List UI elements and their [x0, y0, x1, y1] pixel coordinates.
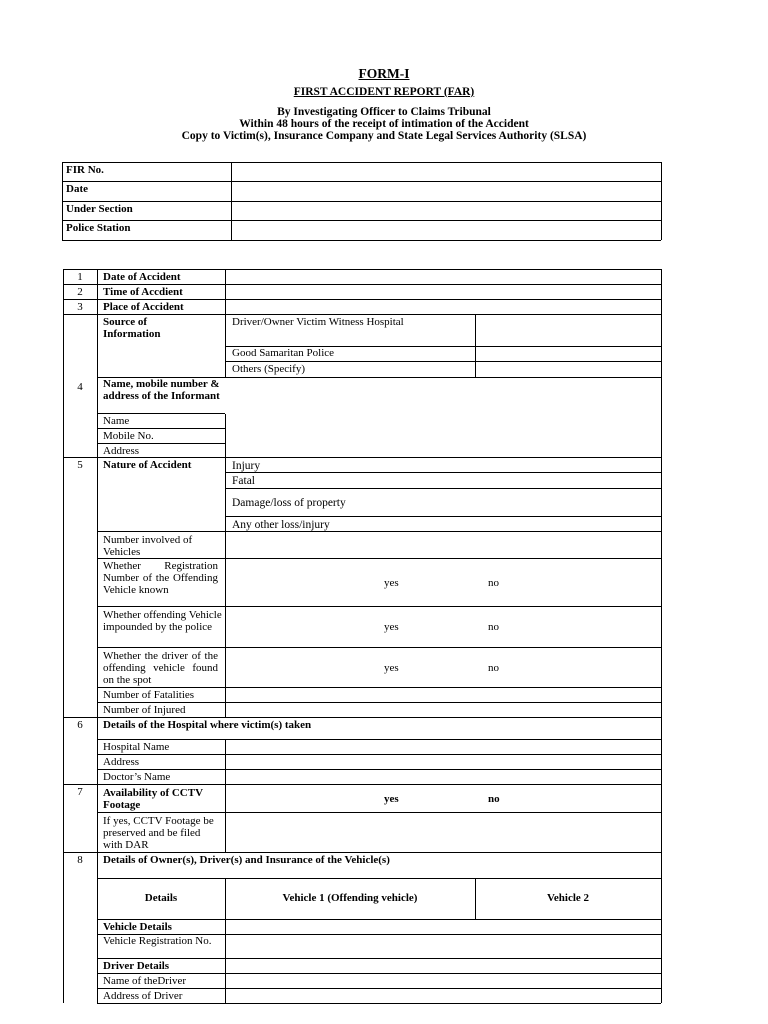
num-vehicles-label: Number involved of Vehicles [103, 534, 193, 558]
reg-known-label: Whether Registration Number of the Offending Vehicle known [103, 560, 218, 596]
hospital-name-field[interactable] [227, 741, 659, 753]
row-number: 6 [77, 719, 83, 731]
injured-field[interactable] [227, 704, 659, 716]
date-field[interactable] [233, 183, 659, 200]
form-instruction-3: Copy to Victim(s), Insurance Company and State Legal Services Authority (SLSA) [181, 130, 587, 142]
informant-name-label: Name [103, 415, 130, 427]
row-number: 7 [77, 786, 83, 798]
doctor-name-label: Doctor’s Name [103, 771, 171, 783]
fatalities-field[interactable] [227, 689, 659, 701]
source-options-3: Others (Specify) [232, 363, 306, 375]
driver-name-field[interactable] [227, 975, 659, 987]
time-of-accident-field[interactable] [227, 286, 659, 298]
fir-no-label: FIR No. [66, 164, 104, 176]
driver-found-no[interactable]: no [488, 662, 499, 674]
row-number: 1 [77, 271, 83, 283]
hospital-address-label: Address [103, 756, 140, 768]
date-label: Date [66, 183, 88, 195]
cctv-yes[interactable]: yes [384, 793, 399, 805]
row-number: 4 [77, 381, 83, 393]
num-vehicles-field[interactable] [227, 533, 659, 557]
cctv-no[interactable]: no [488, 793, 500, 805]
driver-address-field[interactable] [227, 990, 659, 1002]
date-of-accident-label: Date of Accident [103, 271, 181, 283]
fatal-option: Fatal [232, 475, 255, 487]
informant-address-label: Address [103, 445, 140, 457]
vehicle2-header: Vehicle 2 [546, 892, 590, 904]
place-of-accident-field[interactable] [227, 301, 659, 313]
form-title: FORM-I [358, 66, 410, 81]
fatalities-label: Number of Fatalities [103, 689, 195, 701]
under-section-label: Under Section [66, 203, 133, 215]
informant-details-field[interactable] [227, 379, 659, 456]
vehicle-details-label: Vehicle Details [103, 921, 172, 933]
form-instruction-1: By Investigating Officer to Claims Tribunal [277, 106, 491, 118]
injured-label: Number of Injured [103, 704, 186, 716]
date-of-accident-field[interactable] [227, 271, 659, 283]
hospital-details-label: Details of the Hospital where victim(s) taken [103, 719, 312, 731]
source-options-2: Good Samaritan Police [232, 347, 335, 359]
driver-name-label: Name of theDriver [103, 975, 187, 987]
driver-found-yes[interactable]: yes [384, 662, 399, 674]
details-header: Details [144, 892, 178, 904]
damage-option: Damage/loss of property [232, 497, 346, 509]
hospital-name-label: Hospital Name [103, 741, 170, 753]
other-loss-option: Any other loss/injury [232, 519, 330, 531]
vehicle-reg-no-label: Vehicle Registration No. [103, 935, 212, 947]
cctv-preserved-field[interactable] [227, 814, 659, 851]
source-of-information-label: Source of Information [103, 316, 161, 340]
reg-known-no[interactable]: no [488, 577, 499, 589]
doctor-name-field[interactable] [227, 771, 659, 783]
source-options-1: Driver/Owner Victim Witness Hospital [232, 316, 404, 328]
driver-address-label: Address of Driver [103, 990, 183, 1002]
owner-driver-insurance-label: Details of Owner(s), Driver(s) and Insurance of the Vehicle(s) [103, 854, 390, 866]
cctv-preserved-label: If yes, CCTV Footage be preserved and be filed with DAR [103, 815, 214, 851]
hospital-address-field[interactable] [227, 756, 659, 768]
vehicle1-header: Vehicle 1 (Offending vehicle) [282, 892, 418, 904]
police-station-field[interactable] [233, 222, 659, 239]
police-station-label: Police Station [66, 222, 131, 234]
reg-known-yes[interactable]: yes [384, 577, 399, 589]
row-number: 5 [77, 459, 83, 471]
impounded-label: Whether offending Vehicle impounded by the police [103, 609, 222, 633]
informant-mobile-label: Mobile No. [103, 430, 154, 442]
row-number: 8 [77, 854, 83, 866]
form-subtitle: FIRST ACCIDENT REPORT (FAR) [293, 86, 475, 98]
impounded-yes[interactable]: yes [384, 621, 399, 633]
row-number: 2 [77, 286, 83, 298]
cctv-label: Availability of CCTV Footage [103, 787, 203, 811]
fir-no-field[interactable] [233, 164, 659, 180]
nature-of-accident-label: Nature of Accident [103, 459, 192, 471]
vehicle-reg-no-field[interactable] [227, 936, 659, 957]
informant-label: Name, mobile number & address of the Informant [103, 378, 220, 402]
form-instruction-2: Within 48 hours of the receipt of intimation of the Accident [239, 118, 529, 130]
injury-option: Injury [232, 460, 261, 472]
driver-found-label: Whether the driver of the offending vehicle found on the spot [103, 650, 218, 686]
under-section-field[interactable] [233, 203, 659, 219]
place-of-accident-label: Place of Accident [103, 301, 184, 313]
row-number: 3 [77, 301, 83, 313]
impounded-no[interactable]: no [488, 621, 499, 633]
driver-details-label: Driver Details [103, 960, 170, 972]
time-of-accident-label: Time of Accdient [103, 286, 183, 298]
